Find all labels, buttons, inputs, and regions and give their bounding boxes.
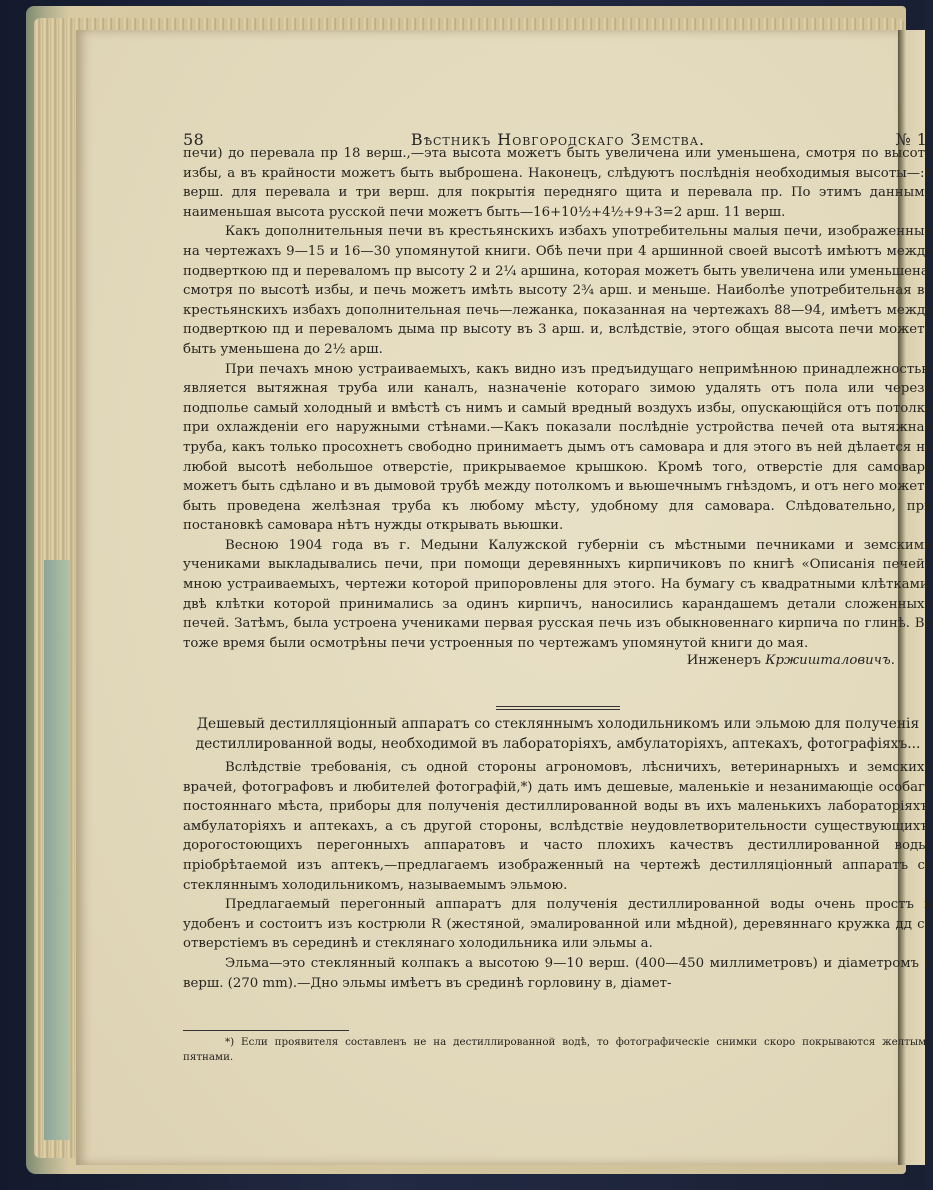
article-title: Дешевый дестилляціонный аппаратъ со стекляннымъ холодильникомъ или эльмою для полученія дестиллированной воды, необходимой въ лабораторіяхъ, амбулаторіяхъ, аптекахъ, фотографіяхъ...: [195, 716, 921, 752]
paragraph: При печахъ мною устраиваемыхъ, какъ видно изъ предъидущаго непримѣнною принадлежностью является вытяжная труба или каналъ, назначеніе котораго зимою удалять отъ пола или черезъ подполье самый холодный и вмѣстѣ съ нимъ и самый вредный воздухъ избы, опускающійся отъ потолка при охлажденіи его наружными стѣнами.—Какъ показали послѣдніе устройства печей ота вытяжная труба, какъ только просохнетъ свободно принимаетъ дымъ отъ самовара и для этого въ ней дѣлается на любой высотѣ небольшое отверстіе, прикрываемое крышкою. Кромѣ того, отверстіе для самовара можетъ быть сдѣлано и въ дымовой трубѣ между потолкомъ и вьюшечнымъ гнѣздомъ, и отъ него можетъ быть проведена желѣзная труба къ любому мѣсту, удобному для самовара. Слѣдовательно, при постановкѣ самовара нѣтъ нужды открывать вьюшки.: [183, 361, 933, 534]
page-number: 58: [183, 130, 205, 149]
author-name: Кржишталовичъ.: [765, 653, 895, 669]
paragraph: печи) до перевала пр 18 верш.,—эта высота можетъ быть увеличена или уменьшена, смотря по высотѣ избы, а въ крайности можетъ быть выброшена. Наконецъ, слѣдуютъ послѣднія необходимыя высоты—:9 верш. для перевала и три верш. для покрытія передняго щита и перевала пр. По этимъ даннымъ наименьшая высота русской печи можетъ быть—16+10½+4½+9+3=2 арш. 11 верш.: [183, 146, 933, 220]
article-distiller: [183, 714, 933, 993]
journal-title: Вѣстникъ Новгородскаго Земства.: [410, 130, 706, 149]
paragraph: Предлагаемый перегонный аппаратъ для полученія дестиллированной воды очень простъ и удобенъ и состоитъ изъ кострюли R (жестяной, эмалированной или мѣдной), деревяннаго кружка дд съ отверстіемъ въ серединѣ и стеклянаго холодильника или эльмы а.: [183, 897, 933, 952]
signature-prefix: Инженеръ: [686, 653, 762, 669]
footnote-block: [183, 1035, 933, 1065]
signature: [183, 653, 933, 668]
paragraph: Вслѣдствіе требованія, съ одной стороны агрономовъ, лѣсничихъ, ветеринарныхъ и земскихъ врачей, фотографовъ и любителей фотографій,*) дать имъ дешевые, маленькіе и незанимающіе особаго постояннаго мѣста, приборы для полученія дестиллированной воды въ ихъ маленькихъ лабораторіяхъ, амбулаторіяхъ и аптекахъ, а съ другой стороны, вслѣдствіе неудовлетворительности существующихъ, дорогостоющихъ перегонныхъ аппаратовъ и часто плохихъ качествъ дестиллированной воды, пріобрѣтаемой изъ аптекъ,—предлагаемъ изображенный на чертежѣ дестилляціонный аппаратъ со стекляннымъ холодильникомъ, называемымъ эльмою.: [183, 760, 933, 893]
page-edge-stain: [44, 560, 70, 1140]
paragraph: Эльма—это стеклянный колпакъ а высотою 9—10 верш. (400—450 миллиметровъ) и діаметромъ 6 верш. (270 mm).—Дно эльмы имѣетъ въ срединѣ горловину в, діамет-: [183, 955, 933, 991]
paragraph: Какъ дополнительныя печи въ крестьянскихъ избахъ употребительны малыя печи, изображенныя на чертежахъ 9—15 и 16—30 упомянутой книги. Обѣ печи при 4 аршинной своей высотѣ имѣютъ между подверткою пд и переваломъ пр высоту 2 и 2¼ аршина, которая можетъ быть увеличена или уменьшена, смотря по высотѣ избы, и печь можетъ имѣть высоту 2¾ арш. и меньше. Наиболѣе употребительная въ крестьянскихъ избахъ дополнительная печь—лежанка, показанная на чертежахъ 88—94, имѣетъ между подверткою пд и переваломъ дыма пр высоту въ 3 арш. и, вслѣдствіе, этого общая высота печи можетъ быть уменьшена до 2½ арш.: [183, 224, 933, 357]
facing-page-marks: [905, 280, 925, 400]
section-divider: [183, 706, 933, 710]
paragraph: Весною 1904 года въ г. Медыни Калужской губерніи съ мѣстными печниками и земскими учениками выкладывались печи, при помощи деревянныхъ кирпичиковъ по книгѣ «Описанія печей» мною устраиваемыхъ, чертежи которой припоровлены для этого. На бумагу съ квадратными клѣтками, двѣ клѣтки которой принимались за одинъ кирпичъ, наносились карандашемъ детали сложенныхъ печей. Затѣмъ, была устроена учениками первая русская печь изъ обыкновеннаго кирпича по глинѣ. Въ тоже время были осмотрѣны печи устроенныя по чертежамъ упомянутой книги до мая.: [183, 537, 933, 651]
footnote: *) Если проявителя составленъ не на дестиллированной водѣ, то фотографическіе снимки скоро покрываются желтыми пятнами.: [183, 1036, 933, 1063]
footnote-rule: [183, 1030, 349, 1031]
article-stoves: [183, 144, 933, 668]
book-page: [76, 30, 933, 1165]
issue-number: № 1.: [895, 130, 933, 149]
